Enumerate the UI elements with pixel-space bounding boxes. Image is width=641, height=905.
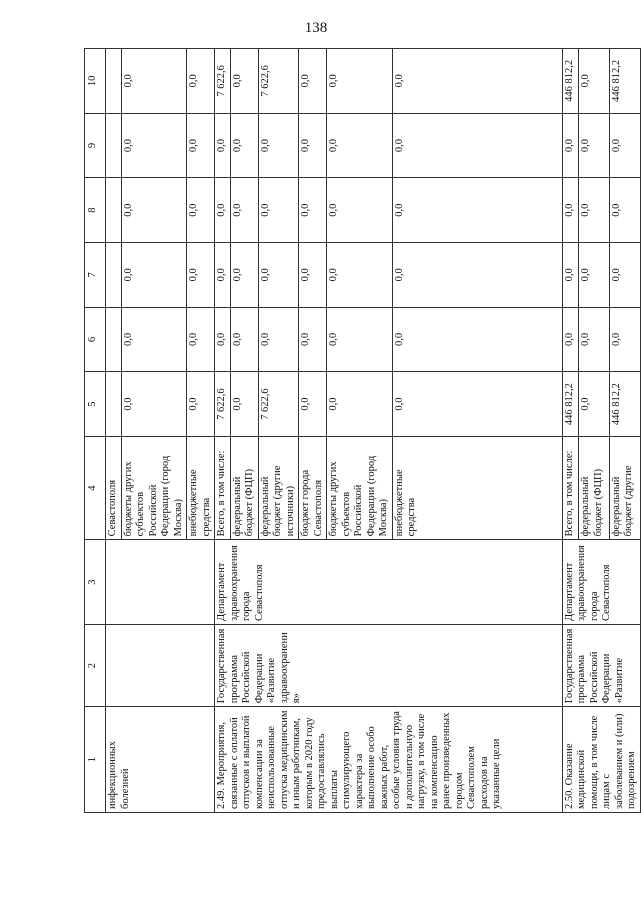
value-cell: 0,0 [121,307,187,372]
value-cell [106,372,122,437]
value-cell: 0,0 [609,307,640,372]
value-cell: 0,0 [579,49,610,114]
value-cell: 0,0 [187,113,215,178]
value-cell: 0,0 [215,178,231,243]
value-cell: 0,0 [327,372,393,437]
value-cell [106,307,122,372]
header-cell: 3 [85,540,106,625]
budget-table [84,48,641,813]
header-row [85,49,106,813]
value-cell [106,178,122,243]
value-cell: 446 812,2 [609,49,640,114]
value-cell: 0,0 [562,242,579,307]
value-cell: 0,0 [579,113,610,178]
funding-source: бюджет города Севастополя [299,436,327,539]
program-name: Государственная программа Российской Федерации «Развитие здравоохранения» [215,624,563,706]
value-cell: 0,0 [230,242,258,307]
table-row [106,49,122,813]
value-cell: 0,0 [258,113,299,178]
value-cell: 0,0 [187,178,215,243]
value-cell: 0,0 [392,242,562,307]
value-cell: 0,0 [392,49,562,114]
page-number: 138 [304,20,328,36]
funding-source: Севастополя [106,436,122,539]
value-cell: 0,0 [392,178,562,243]
value-cell: 0,0 [215,113,231,178]
value-cell: 0,0 [562,113,579,178]
value-cell: 0,0 [121,372,187,437]
value-cell: 0,0 [579,372,610,437]
rotated-table-container [84,48,637,813]
header-cell: 10 [85,49,106,114]
executor-name: Департамент здравоохранения города Севастополя [215,540,563,625]
program-name: Государственная программа Российской Федерации «Развитие [562,624,640,706]
value-cell: 0,0 [230,372,258,437]
funding-source: федеральный бюджет (ФЦП) [579,436,610,539]
value-cell: 0,0 [579,178,610,243]
value-cell: 0,0 [187,242,215,307]
header-cell: 8 [85,178,106,243]
value-cell: 0,0 [562,178,579,243]
table-row [562,49,579,813]
header-cell: 6 [85,307,106,372]
value-cell: 0,0 [392,307,562,372]
header-cell: 9 [85,113,106,178]
value-cell: 446 812,2 [609,372,640,437]
value-cell: 0,0 [121,178,187,243]
value-cell: 0,0 [299,178,327,243]
funding-source: бюджеты других субъектов Российской Федерации (город Москва) [121,436,187,539]
value-cell: 0,0 [230,307,258,372]
activity-name: инфекционных болезней [106,707,215,813]
value-cell: 0,0 [299,372,327,437]
value-cell: 0,0 [299,113,327,178]
value-cell: 0,0 [258,178,299,243]
value-cell: 0,0 [215,242,231,307]
value-cell: 0,0 [327,49,393,114]
funding-source: федеральный бюджет (ФЦП) [230,436,258,539]
header-cell: 2 [85,624,106,706]
table-row [215,49,231,813]
value-cell: 0,0 [392,372,562,437]
value-cell: 0,0 [230,49,258,114]
funding-source: Всего, в том числе: [562,436,579,539]
value-cell: 0,0 [299,49,327,114]
funding-source: внебюджетные средства [392,436,562,539]
activity-name: 2.49. Мероприятия, связанные с оплатой отпусков и выплатой компенсации за неиспользованные отпуска медицинским и иным работникам, которым в 2020 году предоставлялись выплаты стимулирующего характера за выполнение особо важных работ, особые условия труда и дополнительную нагрузку, в том числе на компенсацию ранее произведенных городом Севастополем расходов на указанные цели [215,707,563,813]
value-cell [106,242,122,307]
activity-name: 2.50. Оказание медицинской помощи, в том числе лицам с заболеванием и (или) подозрением [562,707,640,813]
value-cell: 0,0 [327,307,393,372]
value-cell: 0,0 [392,113,562,178]
value-cell: 0,0 [299,307,327,372]
header-cell: 5 [85,372,106,437]
executor-name [106,540,215,625]
header-cell: 7 [85,242,106,307]
value-cell: 0,0 [327,242,393,307]
value-cell: 0,0 [579,242,610,307]
header-cell: 1 [85,707,106,813]
value-cell: 0,0 [121,242,187,307]
value-cell: 446 812,2 [562,49,579,114]
program-name [106,624,215,706]
value-cell: 7 622,6 [215,372,231,437]
value-cell [106,49,122,114]
value-cell: 0,0 [609,178,640,243]
funding-source: Всего, в том числе: [215,436,231,539]
value-cell: 0,0 [327,178,393,243]
header-cell: 4 [85,436,106,539]
funding-source: внебюджетные средства [187,436,215,539]
value-cell: 0,0 [258,307,299,372]
value-cell: 0,0 [327,113,393,178]
funding-source: федеральный бюджет (другие источники) [258,436,299,539]
executor-name: Департамент здравоохранения города Севастополя [562,540,640,625]
value-cell: 7 622,6 [258,372,299,437]
value-cell: 0,0 [230,178,258,243]
value-cell: 0,0 [187,307,215,372]
value-cell: 0,0 [187,372,215,437]
value-cell: 0,0 [187,49,215,114]
value-cell: 0,0 [609,242,640,307]
funding-source: бюджеты других субъектов Российской Федерации (город Москва) [327,436,393,539]
value-cell: 0,0 [215,307,231,372]
value-cell: 0,0 [121,49,187,114]
value-cell [106,113,122,178]
value-cell: 446 812,2 [562,372,579,437]
value-cell: 0,0 [579,307,610,372]
value-cell: 0,0 [299,242,327,307]
value-cell: 0,0 [230,113,258,178]
value-cell: 0,0 [562,307,579,372]
value-cell: 7 622,6 [215,49,231,114]
value-cell: 7 622,6 [258,49,299,114]
value-cell: 0,0 [121,113,187,178]
funding-source: федеральный бюджет (другие [609,436,640,539]
value-cell: 0,0 [258,242,299,307]
value-cell: 0,0 [609,113,640,178]
